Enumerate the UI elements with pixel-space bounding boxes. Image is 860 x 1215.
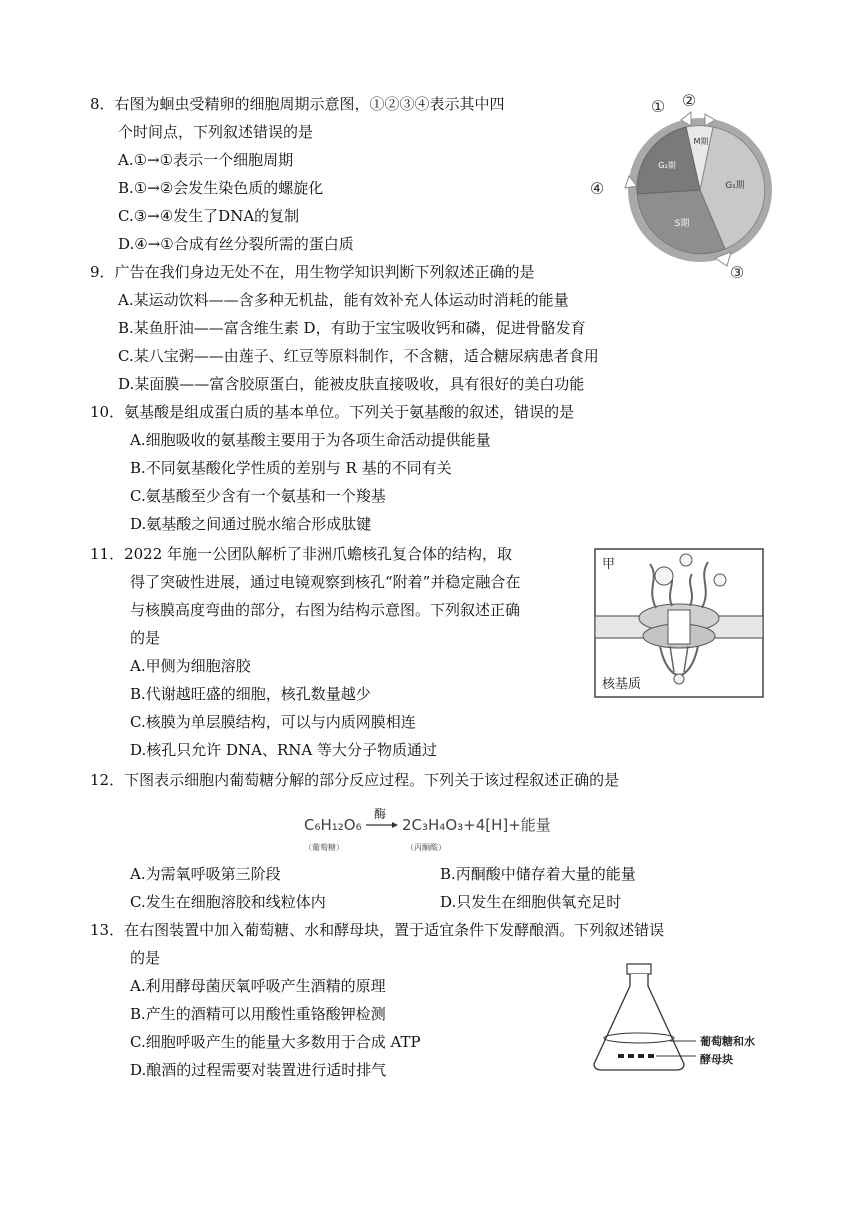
cargo-sphere	[714, 574, 726, 586]
q10-option-d: D.氨基酸之间通过脱水缩合形成肽键	[130, 515, 372, 533]
q10-stem: 10．氨基酸是组成蛋白质的基本单位。下列关于氨基酸的叙述，错误的是	[90, 403, 575, 421]
point-2-label: ②	[681, 91, 697, 110]
q8-option-d: D.④→①合成有丝分裂所需的蛋白质	[118, 235, 354, 253]
q10-option-a: A.细胞吸收的氨基酸主要用于为各项生命活动提供能量	[130, 431, 491, 449]
nuclear-pore-figure	[594, 548, 764, 698]
q11-option-b: B.代谢越旺盛的细胞，核孔数量越少	[130, 685, 371, 703]
q11-stem-line4: 的是	[130, 629, 161, 647]
q11-option-a: A.甲侧为细胞溶胶	[130, 657, 251, 675]
q8-option-a: A.①→①表示一个细胞周期	[118, 151, 294, 169]
q9-option-b: B.某鱼肝油——富含维生素 D，有助于宝宝吸收钙和磷，促进骨骼发育	[118, 319, 586, 337]
q13-stem-line2: 的是	[130, 949, 161, 967]
q8-stem-line1: 8．右图为蛔虫受精卵的细胞周期示意图，①②③④表示其中四	[90, 95, 505, 113]
flask-stopper	[627, 964, 651, 974]
nucleoplasm-label: 核基质	[602, 677, 642, 692]
yeast-block	[618, 1054, 624, 1058]
cargo-sphere	[680, 554, 692, 566]
cargo-sphere	[674, 674, 684, 684]
q10-option-c: C.氨基酸至少含有一个氨基和一个羧基	[130, 487, 386, 505]
q12-option-b: B.丙酮酸中储存着大量的能量	[440, 865, 636, 883]
yeast-block	[638, 1054, 644, 1058]
q12-option-c: C.发生在细胞溶胶和线粒体内	[130, 893, 326, 911]
q11-option-c: C.核膜为单层膜结构，可以与内质网膜相连	[130, 713, 416, 731]
q11-stem-line3: 与核膜高度弯曲的部分，右图为结构示意图。下列叙述正确	[130, 601, 521, 619]
reaction-arrow-icon	[392, 822, 398, 828]
phase-g1-label: G₁期	[725, 181, 745, 191]
cargo-sphere	[655, 567, 673, 585]
q13-stem-line1: 13．在右图装置中加入葡萄糖、水和酵母块，置于适宜条件下发酵酿酒。下列叙述错误	[90, 921, 665, 939]
point-4-label: ④	[589, 179, 605, 198]
pore-channel	[668, 610, 690, 644]
equation-reactant: C₆H₁₂O₆	[304, 816, 362, 834]
cell-cycle-figure	[585, 90, 785, 280]
q8-option-c: C.③→④发生了DNA的复制	[118, 207, 300, 225]
q9-option-c: C.某八宝粥——由莲子、红豆等原料制作，不含糖，适合糖尿病患者食用	[118, 347, 599, 365]
phase-m-label: M期	[693, 137, 709, 146]
q12-stem: 12．下图表示细胞内葡萄糖分解的部分反应过程。下列关于该过程叙述正确的是	[90, 771, 620, 789]
side-jia-label: 甲	[602, 557, 616, 572]
point-3-label: ③	[729, 263, 745, 280]
q12-option-a: A.为需氧呼吸第三阶段	[130, 865, 281, 883]
q8-option-b: B.①→②会发生染色质的螺旋化	[118, 179, 324, 197]
q11-stem-line2: 得了突破性进展，通过电镜观察到核孔“附着”并稳定融合在	[130, 573, 521, 591]
q13-option-c: C.细胞呼吸产生的能量大多数用于合成 ATP	[130, 1033, 421, 1051]
q11-stem-line1: 11．2022 年施一公团队解析了非洲爪蟾核孔复合体的结构，取	[90, 545, 513, 563]
reactant-note: （葡萄糖）	[304, 843, 344, 852]
glycolysis-equation	[300, 808, 560, 860]
q11-option-d: D.核孔只允许 DNA、RNA 等大分子物质通过	[130, 741, 438, 759]
equation-catalyst: 酶	[373, 808, 387, 821]
yeast-block	[628, 1054, 634, 1058]
q13-option-b: B.产生的酒精可以用酸性重铬酸钾检测	[130, 1005, 386, 1023]
product-note: （丙酮酸）	[406, 843, 446, 852]
yeast-block	[648, 1054, 654, 1058]
phase-g2-label: G₂期	[658, 161, 676, 170]
q13-option-a: A.利用酵母菌厌氧呼吸产生酒精的原理	[130, 977, 386, 995]
q9-stem: 9．广告在我们身边无处不在，用生物学知识判断下列叙述正确的是	[90, 263, 535, 281]
flask-figure	[584, 960, 774, 1080]
q9-option-d: D.某面膜——富含胶原蛋白，能被皮肤直接吸收，具有很好的美白功能	[118, 375, 585, 393]
q12-option-d: D.只发生在细胞供氧充足时	[440, 893, 622, 911]
phase-s-label: S期	[674, 219, 690, 229]
q13-option-d: D.酿酒的过程需要对装置进行适时排气	[130, 1061, 387, 1079]
point-1-label: ①	[650, 97, 666, 116]
glucose-water-label: 葡萄糖和水	[700, 1035, 755, 1048]
q8-stem-line2: 个时间点，下列叙述错误的是	[118, 123, 314, 141]
yeast-label: 酵母块	[700, 1053, 733, 1066]
equation-product: 2C₃H₄O₃+4[H]+能量	[402, 816, 551, 834]
q10-option-b: B.不同氨基酸化学性质的差别与 R 基的不同有关	[130, 459, 452, 477]
q9-option-a: A.某运动饮料——含多种无机盐，能有效补充人体运动时消耗的能量	[118, 291, 569, 309]
